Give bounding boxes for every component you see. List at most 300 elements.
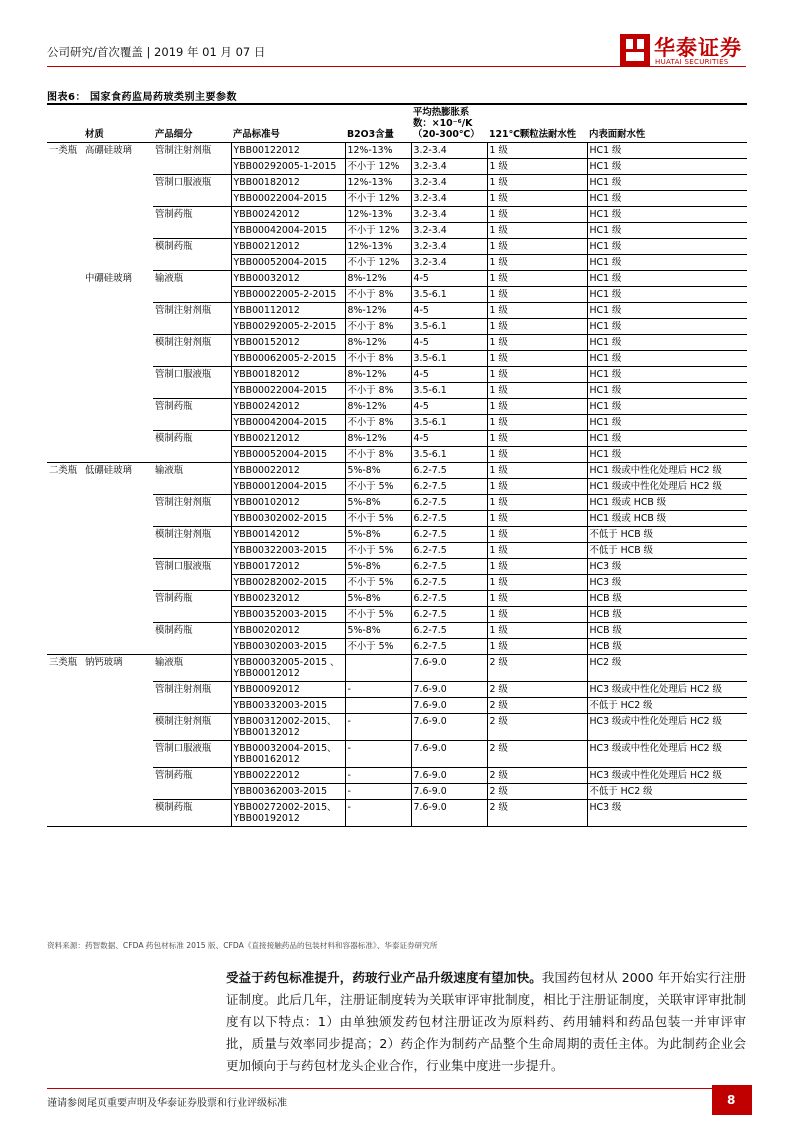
cell-surface-water: HC1 级 [587,335,747,351]
cell-surface-water: HC3 级或中性化处理后 HC2 级 [587,714,747,741]
cell-particle-water: 2 级 [487,714,587,741]
cell-product: 模制注射剂瓶 [155,529,212,540]
cell-standard: YBB00042004-2015 [231,415,345,431]
cell-surface-water: HC1 级 [587,207,747,223]
cell-material [83,367,153,383]
cell-expansion: 3.5-6.1 [411,415,487,431]
cell-material [83,543,153,559]
table-row [47,175,747,191]
table-body [47,143,747,827]
cell-particle-water: 1 级 [487,591,587,607]
cell-b2o3: 不小于 5% [345,543,411,559]
cell-standard: YBB00302003-2015 [231,639,345,655]
cell-b2o3: 12%-13% [345,207,411,223]
table-row [47,559,747,575]
cell-class [47,335,83,351]
cell-product [153,223,231,239]
cell-class [47,479,83,495]
table-row [47,527,747,543]
cell-product: 管制口服液瓶 [155,177,212,188]
cell-expansion: 7.6-9.0 [411,714,487,741]
cell-class [47,255,83,271]
cell-surface-water: HC1 级 [587,415,747,431]
cell-material [83,383,153,399]
cell-particle-water: 1 级 [487,271,587,287]
cell-particle-water: 2 级 [487,698,587,714]
cell-expansion: 6.2-7.5 [411,463,487,479]
cell-expansion: 3.2-3.4 [411,223,487,239]
cell-material [83,351,153,367]
cell-particle-water: 2 级 [487,741,587,768]
cell-material [83,741,153,768]
cell-product [153,159,231,175]
cell-expansion: 6.2-7.5 [411,527,487,543]
cell-class [47,303,83,319]
cell-class [47,714,83,741]
cell-standard: YBB00022004-2015 [231,191,345,207]
cell-product [153,383,231,399]
cell-material [83,159,153,175]
cell-b2o3 [345,698,411,714]
cell-standard: YBB00272002-2015、YBB00192012 [231,800,345,827]
cell-material: 钠钙玻璃 [83,655,153,682]
cell-class [47,591,83,607]
cell-class [47,399,83,415]
cell-class [47,682,83,698]
cell-standard: YBB00032005-2015 、YBB00012012 [231,655,345,682]
cell-b2o3 [345,655,411,682]
cell-material [83,800,153,827]
cell-product: 模制注射剂瓶 [153,714,231,741]
cell-b2o3: 不小于 5% [345,575,411,591]
col-header-particle-water: 121℃颗粒法耐水性 [487,104,587,143]
table-row [47,714,747,741]
table-row [47,415,747,431]
header-breadcrumb: 公司研究/首次覆盖 | 2019 年 01 月 07 日 [47,45,266,59]
cell-expansion: 6.2-7.5 [411,591,487,607]
cell-material [83,559,153,575]
cell-particle-water: 1 级 [487,191,587,207]
page-number: 8 [727,1093,736,1107]
cell-material [83,479,153,495]
col-header-expansion: 平均热膨胀系数：×10⁻⁶/K （20-300℃） [411,104,487,143]
cell-class [47,159,83,175]
cell-material [83,511,153,527]
cell-class [47,223,83,239]
cell-material [83,191,153,207]
table-row [47,682,747,698]
cell-standard: YBB00022005-2-2015 [231,287,345,303]
footer-divider [47,1088,746,1089]
cell-surface-water: HC1 级 [587,447,747,463]
cell-surface-water: HC1 级 [587,159,747,175]
cell-b2o3: 不小于 12% [345,191,411,207]
cell-product: 管制注射剂瓶 [155,305,212,316]
cell-material [83,415,153,431]
cell-surface-water: HC1 级 [587,303,747,319]
cell-expansion: 7.6-9.0 [411,800,487,827]
table-row [47,575,747,591]
cell-expansion: 6.2-7.5 [411,575,487,591]
cell-class [47,495,83,511]
cell-class [47,447,83,463]
cell-product: 管制口服液瓶 [155,369,212,380]
cell-surface-water: 不低于 HC2 级 [587,784,747,800]
cell-expansion: 3.5-6.1 [411,447,487,463]
cell-particle-water: 1 级 [487,303,587,319]
table-row [47,351,747,367]
cell-class [47,319,83,335]
cell-material: 低硼硅玻璃 [83,463,153,479]
cell-standard: YBB00042004-2015 [231,223,345,239]
cell-material [83,447,153,463]
cell-standard: YBB00062005-2-2015 [231,351,345,367]
cell-particle-water: 1 级 [487,383,587,399]
cell-class [47,367,83,383]
cell-surface-water: HC1 级 [587,271,747,287]
cell-class [47,543,83,559]
table-row [47,287,747,303]
cell-product: 管制药瓶 [155,770,193,781]
cell-b2o3: 不小于 8% [345,287,411,303]
cell-surface-water: 不低于 HCB 级 [587,527,747,543]
cell-particle-water: 1 级 [487,623,587,639]
table-row [47,800,747,827]
cell-b2o3: 5%-8% [345,495,411,511]
col-header-class [47,104,83,143]
cell-product [153,479,231,495]
cell-b2o3: 不小于 8% [345,319,411,335]
col-header-product: 产品细分 [153,104,231,143]
cell-product: 管制口服液瓶 [155,561,212,572]
cell-surface-water: HC2 级 [587,655,747,682]
table-row [47,741,747,768]
cell-material [83,527,153,543]
cell-surface-water: HC3 级 [587,800,747,827]
cell-b2o3: 5%-8% [345,463,411,479]
cell-material: 中硼硅玻璃 [85,272,132,284]
cell-class [47,784,83,800]
cell-standard: YBB00012004-2015 [231,479,345,495]
cell-surface-water: HC1 级 [587,223,747,239]
cell-expansion: 3.2-3.4 [411,143,487,159]
cell-surface-water: HC1 级或 HCB 级 [587,511,747,527]
cell-class [47,527,83,543]
cell-class [47,415,83,431]
cell-standard: YBB00322003-2015 [231,543,345,559]
table-row [47,319,747,335]
cell-material [83,335,153,351]
cell-class [47,207,83,223]
cell-particle-water: 1 级 [487,511,587,527]
cell-b2o3: - [345,768,411,784]
cell-expansion: 3.2-3.4 [411,175,487,191]
cell-product: 管制口服液瓶 [153,741,231,768]
table-header-row [47,104,747,143]
col-header-material: 材质 [83,104,153,143]
cell-b2o3: 不小于 5% [345,479,411,495]
cell-expansion: 6.2-7.5 [411,639,487,655]
table-row [47,223,747,239]
cell-product [153,784,231,800]
cell-expansion: 4-5 [411,431,487,447]
cell-particle-water: 1 级 [487,335,587,351]
cell-product [153,287,231,303]
cell-standard: YBB00282002-2015 [231,575,345,591]
cell-b2o3: - [345,800,411,827]
table-row [47,511,747,527]
cell-surface-water: HC1 级或中性化处理后 HC2 级 [587,479,747,495]
table-row [47,447,747,463]
cell-standard: YBB00302002-2015 [231,511,345,527]
cell-product: 输液瓶 [155,273,184,284]
cell-expansion: 3.5-6.1 [411,383,487,399]
cell-expansion: 6.2-7.5 [411,495,487,511]
cell-expansion: 6.2-7.5 [411,607,487,623]
glass-spec-table [47,103,747,827]
cell-particle-water: 1 级 [487,639,587,655]
cell-b2o3: 5%-8% [345,591,411,607]
cell-product [153,191,231,207]
cell-class [47,511,83,527]
cell-b2o3: 不小于 12% [345,255,411,271]
table-row [47,159,747,175]
cell-particle-water: 2 级 [487,800,587,827]
cell-product [153,319,231,335]
cell-product: 输液瓶 [153,655,231,682]
cell-material [83,575,153,591]
cell-product: 管制药瓶 [155,401,193,412]
cell-material [83,698,153,714]
cell-surface-water: HC3 级或中性化处理后 HC2 级 [587,682,747,698]
cell-particle-water: 1 级 [487,319,587,335]
cell-standard: YBB00142012 [231,527,345,543]
cell-particle-water: 1 级 [487,287,587,303]
cell-particle-water: 1 级 [487,175,587,191]
cell-standard: YBB00242012 [231,207,345,223]
cell-b2o3: - [345,784,411,800]
cell-expansion: 3.5-6.1 [411,287,487,303]
table-row [47,543,747,559]
cell-expansion: 7.6-9.0 [411,784,487,800]
cell-standard: YBB00332003-2015 [231,698,345,714]
cell-standard: YBB00292005-1-2015 [231,159,345,175]
cell-surface-water: HC1 级 [587,175,747,191]
cell-product: 管制注射剂瓶 [155,684,212,695]
table-row [47,698,747,714]
company-logo [620,34,748,70]
cell-surface-water: HCB 级 [587,607,747,623]
cell-product: 输液瓶 [153,463,231,479]
cell-b2o3: 不小于 12% [345,223,411,239]
cell-material [83,639,153,655]
table-row [47,431,747,447]
cell-surface-water: HC1 级 [587,399,747,415]
cell-standard: YBB00182012 [231,367,345,383]
table-row [47,271,747,287]
cell-surface-water: HC1 级 [587,351,747,367]
cell-b2o3: - [345,714,411,741]
cell-product [153,255,231,271]
table-row [47,255,747,271]
cell-particle-water: 1 级 [487,559,587,575]
cell-standard: YBB00052004-2015 [231,255,345,271]
cell-product [153,543,231,559]
cell-particle-water: 1 级 [487,223,587,239]
cell-class [47,287,83,303]
cell-material [83,495,153,511]
table-row [47,495,747,511]
cell-class [47,351,83,367]
cell-material [83,239,153,255]
cell-expansion: 6.2-7.5 [411,479,487,495]
cell-particle-water: 1 级 [487,159,587,175]
cell-surface-water: HC1 级或中性化处理后 HC2 级 [587,463,747,479]
cell-material: 高硼硅玻璃 [85,145,132,156]
cell-surface-water: HCB 级 [587,591,747,607]
cell-material [83,303,153,319]
cell-standard: YBB00212012 [231,239,345,255]
cell-b2o3: 8%-12% [345,367,411,383]
cell-b2o3: 不小于 8% [345,415,411,431]
cell-b2o3: 5%-8% [345,527,411,543]
cell-standard: YBB00052004-2015 [231,447,345,463]
col-header-b2o3: B2O3含量 [345,104,411,143]
cell-surface-water: HC3 级 [587,559,747,575]
cell-b2o3: 不小于 5% [345,639,411,655]
footer-disclaimer: 谨请参阅尾页重要声明及华泰证券股票和行业评级标准 [47,1098,287,1109]
cell-material [83,255,153,271]
cell-class [47,175,83,191]
cell-particle-water: 2 级 [487,682,587,698]
cell-b2o3: 12%-13% [345,143,411,159]
cell-surface-water: HC1 级 [587,383,747,399]
cell-standard: YBB00122012 [231,143,345,159]
cell-surface-water: HC1 级 [587,255,747,271]
cell-class [47,623,83,639]
cell-b2o3: 8%-12% [345,303,411,319]
cell-product [153,447,231,463]
table-row [47,383,747,399]
table-caption: 图表6： 国家食药监局药玻类别主要参数 [47,92,237,103]
cell-b2o3: - [345,741,411,768]
cell-product [153,415,231,431]
cell-surface-water: HCB 级 [587,623,747,639]
cell-class [47,575,83,591]
cell-class: 三类瓶 [47,655,83,682]
cell-class [47,800,83,827]
cell-standard: YBB00242012 [231,399,345,415]
cell-class [47,271,83,287]
table-row [47,655,747,682]
cell-particle-water: 1 级 [487,399,587,415]
cell-particle-water: 1 级 [487,367,587,383]
cell-material [83,207,153,223]
cell-b2o3: 8%-12% [345,271,411,287]
cell-particle-water: 1 级 [487,479,587,495]
cell-surface-water: HC1 级 [587,367,747,383]
cell-expansion: 3.5-6.1 [411,351,487,367]
cell-b2o3: 不小于 8% [345,383,411,399]
cell-standard: YBB00202012 [231,623,345,639]
table-row [47,367,747,383]
table-row [47,303,747,319]
cell-expansion: 3.2-3.4 [411,255,487,271]
cell-standard: YBB00022004-2015 [231,383,345,399]
cell-product: 模制注射剂瓶 [155,337,212,348]
cell-expansion: 7.6-9.0 [411,698,487,714]
cell-material [83,287,153,303]
cell-product: 模制药瓶 [153,800,231,827]
cell-product: 模制药瓶 [155,433,193,444]
logo-english-text: HUATAI SECURITIES [655,58,729,66]
table-row [47,784,747,800]
cell-surface-water: HC1 级 [587,431,747,447]
paragraph-text: 我国药包材从 2000 年开始实行注册证制度。此后几年，注册证制度转为关联审评审批制度，相比于注册证制度，关联审评审批制度有以下特点：1）由单独颁发药包材注册证改为原料药、药用辅料和药品包装一并审评审批，质量与效率同步提高；2）药企作为制药产品整个生命周期的责任主体。为此制药企业会更加倾向于与药包材龙头企业合作，行业集中度进一步提升。 [226,970,746,1073]
cell-product: 管制注射剂瓶 [155,145,212,156]
cell-surface-water: 不低于 HCB 级 [587,543,747,559]
cell-particle-water: 1 级 [487,239,587,255]
table-row [47,768,747,784]
cell-b2o3: 不小于 12% [345,159,411,175]
cell-standard: YBB00032004-2015、YBB00162012 [231,741,345,768]
cell-class [47,191,83,207]
cell-class: 一类瓶 [49,145,78,156]
cell-standard: YBB00292005-2-2015 [231,319,345,335]
cell-b2o3: - [345,682,411,698]
cell-class [47,768,83,784]
cell-standard: YBB00092012 [231,682,345,698]
cell-particle-water: 1 级 [487,351,587,367]
cell-class [47,639,83,655]
cell-b2o3: 8%-12% [345,431,411,447]
cell-standard: YBB00212012 [231,431,345,447]
cell-material [83,768,153,784]
cell-product [153,639,231,655]
cell-material [83,431,153,447]
cell-particle-water: 2 级 [487,655,587,682]
cell-surface-water: HC1 级 [587,319,747,335]
cell-b2o3: 不小于 5% [345,607,411,623]
table-row [47,623,747,639]
cell-surface-water: HC3 级或中性化处理后 HC2 级 [587,768,747,784]
cell-class [47,431,83,447]
paragraph-lead: 受益于药包标准提升，药玻行业产品升级速度有望加快。 [226,970,542,985]
source-note: 资料来源：药智数据、CFDA 药包材标准 2015 版、CFDA《直接接触药品的包装材料和容器标准》、华泰证券研究所 [47,941,438,950]
cell-surface-water: HC3 级或中性化处理后 HC2 级 [587,741,747,768]
cell-standard: YBB00362003-2015 [231,784,345,800]
cell-class [47,383,83,399]
table-row [47,335,747,351]
cell-particle-water: 1 级 [487,543,587,559]
cell-product: 管制药瓶 [155,593,193,604]
cell-particle-water: 1 级 [487,495,587,511]
cell-material [83,399,153,415]
cell-product: 管制注射剂瓶 [155,497,212,508]
cell-particle-water: 1 级 [487,447,587,463]
table-row [47,143,747,159]
cell-product: 模制药瓶 [155,241,193,252]
cell-expansion: 3.5-6.1 [411,319,487,335]
cell-material [83,175,153,191]
cell-class [47,239,83,255]
cell-expansion: 3.2-3.4 [411,191,487,207]
cell-particle-water: 2 级 [487,768,587,784]
table-row [47,639,747,655]
cell-b2o3: 不小于 8% [345,351,411,367]
cell-particle-water: 2 级 [487,784,587,800]
cell-expansion: 7.6-9.0 [411,741,487,768]
